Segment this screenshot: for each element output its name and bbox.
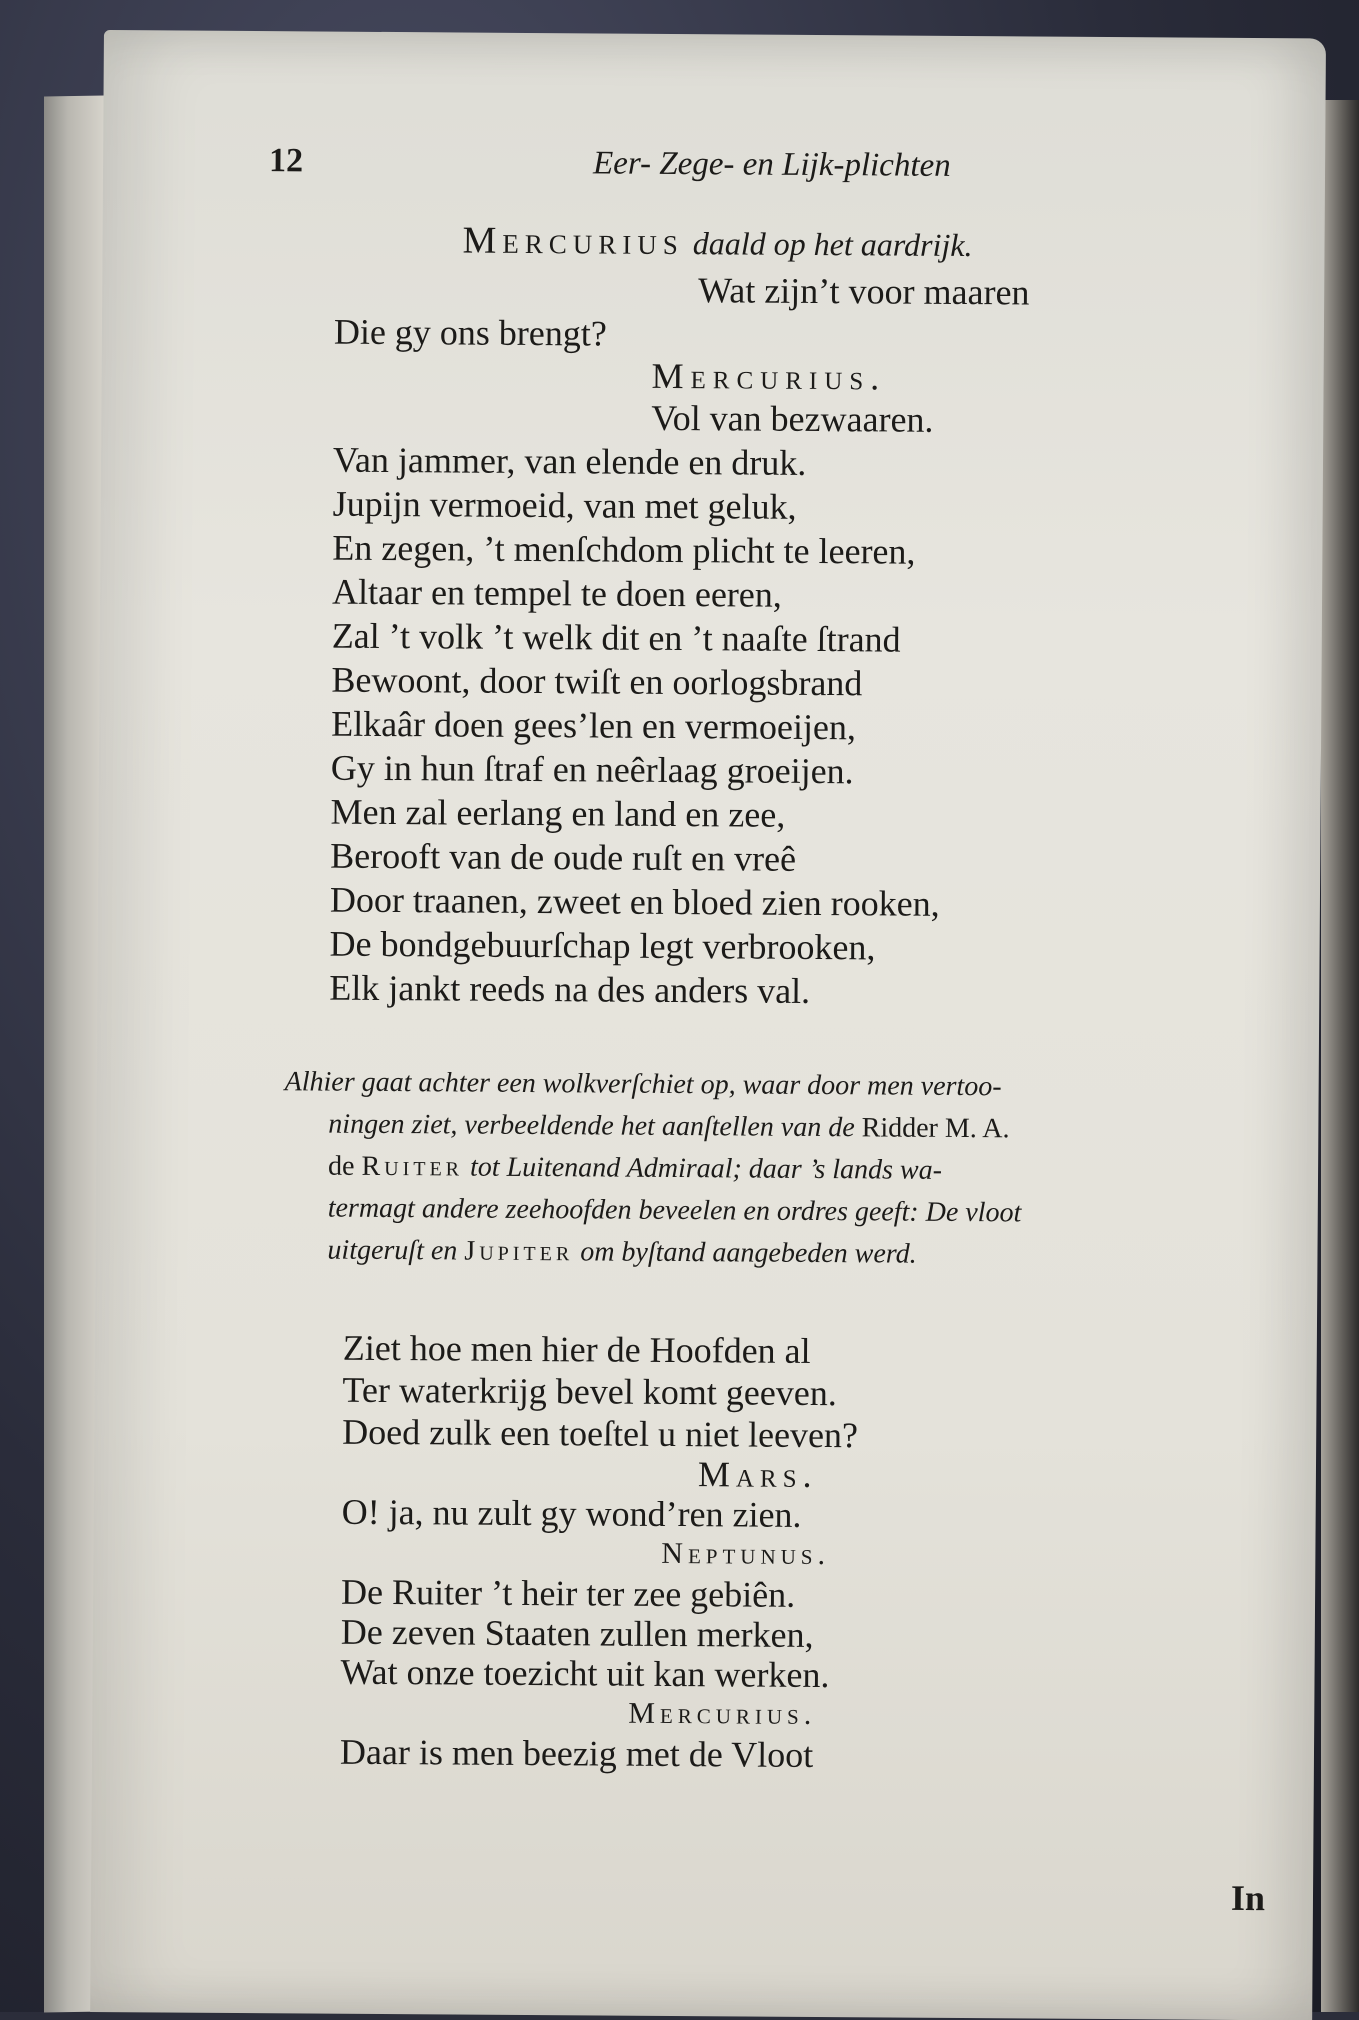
verse-line: Die gy ons brengt? xyxy=(333,311,607,354)
verse-line: Ter waterkrijg bevel komt geeven. xyxy=(342,1369,837,1414)
verse-line: Van jammer, van elende en druk. xyxy=(332,439,807,483)
person-name: Jupiter xyxy=(464,1235,574,1268)
verse-line: Doed zulk een toeſtel u niet leeven? xyxy=(342,1411,859,1456)
verse-line: Altaar en tempel te doen eeren, xyxy=(331,571,782,615)
verse-line: En zegen, ’t menſchdom plicht te leeren, xyxy=(332,527,916,572)
speaker-direction-1 xyxy=(462,221,972,266)
stage-note: daald op het aardrijk. xyxy=(692,225,973,264)
catchword: In xyxy=(1230,1877,1266,1919)
verse-line: Ziet hoe men hier de Hoofden al xyxy=(342,1327,811,1371)
stage-direction-line xyxy=(284,1103,1288,1152)
verse-line: De zeven Staaten zullen merken, xyxy=(340,1611,814,1655)
verse-line: Vol van bezwaaren. xyxy=(651,397,934,440)
verse-line: Bewoont, door twiſt en oorlogsbrand xyxy=(331,659,863,704)
verse-line: De bondgebuurſchap legt verbrooken, xyxy=(329,923,876,968)
stage-text: om byſtand aangebeden werd. xyxy=(573,1236,917,1270)
stage-text: uitgeruſt en xyxy=(327,1234,465,1267)
speaker-name: Neptunus. xyxy=(661,1536,831,1572)
verse-line: Wat zijn’t voor maaren xyxy=(698,270,1030,313)
speaker-name: Mercurius xyxy=(462,219,684,264)
verse-line: Jupijn vermoeid, van met geluk, xyxy=(332,483,797,527)
stage-direction xyxy=(283,1061,1288,1278)
stage-direction-line xyxy=(283,1229,1287,1278)
stage-text: ningen ziet, verbeeldende het aanſtellen van de xyxy=(328,1108,862,1144)
stage-direction-line: Alhier gaat achter een wolkverſchiet op, waar door men vertoo- xyxy=(284,1066,1002,1103)
speaker-name: Mercurius. xyxy=(651,355,887,398)
stage-text: tot Luitenand Admiraal; daar ’s lands wa- xyxy=(462,1151,943,1186)
verse-line: Gy in hun ſtraf en neêrlaag groeijen. xyxy=(330,747,854,792)
book-page xyxy=(90,30,1326,2020)
verse-line: Elkaâr doen gees’len en vermoeijen, xyxy=(331,703,857,748)
stage-text-roman: Ridder M. A. xyxy=(861,1112,1010,1145)
speaker-name: Mars. xyxy=(697,1454,818,1496)
running-title: Eer- Zege- en Lijk-plichten xyxy=(592,145,951,184)
verse-line: Zal ’t volk ’t welk dit en ’t naaſte ſtrand xyxy=(331,615,901,660)
stage-direction-line: termagt andere zeehoofden beveelen en ordres geeft: De vloot xyxy=(327,1192,1022,1229)
page-number: 12 xyxy=(268,142,304,180)
verse-line: Door traanen, zweet en bloed zien rooken, xyxy=(329,879,940,924)
stage-direction-line xyxy=(284,1145,1288,1194)
person-name: Ruiter xyxy=(361,1150,464,1183)
verse-line: Elk jankt reeds na des anders val. xyxy=(329,967,811,1011)
verse-line: Berooft van de oude ruſt en vreê xyxy=(330,835,797,879)
verse-line: Wat onze toezicht uit kan werken. xyxy=(340,1651,830,1696)
right-page-edge xyxy=(1321,100,1359,2012)
verse-line: Daar is men beezig met de Vloot xyxy=(339,1731,814,1775)
verse-line: Men zal eerlang en land en zee, xyxy=(330,791,786,835)
verse-line: O! ja, nu zult gy wond’ren zien. xyxy=(341,1491,802,1535)
stage-text: de xyxy=(327,1150,362,1182)
speaker-name: Mercurius. xyxy=(628,1696,817,1732)
verse-line: De Ruiter ’t heir ter zee gebiên. xyxy=(340,1571,796,1615)
